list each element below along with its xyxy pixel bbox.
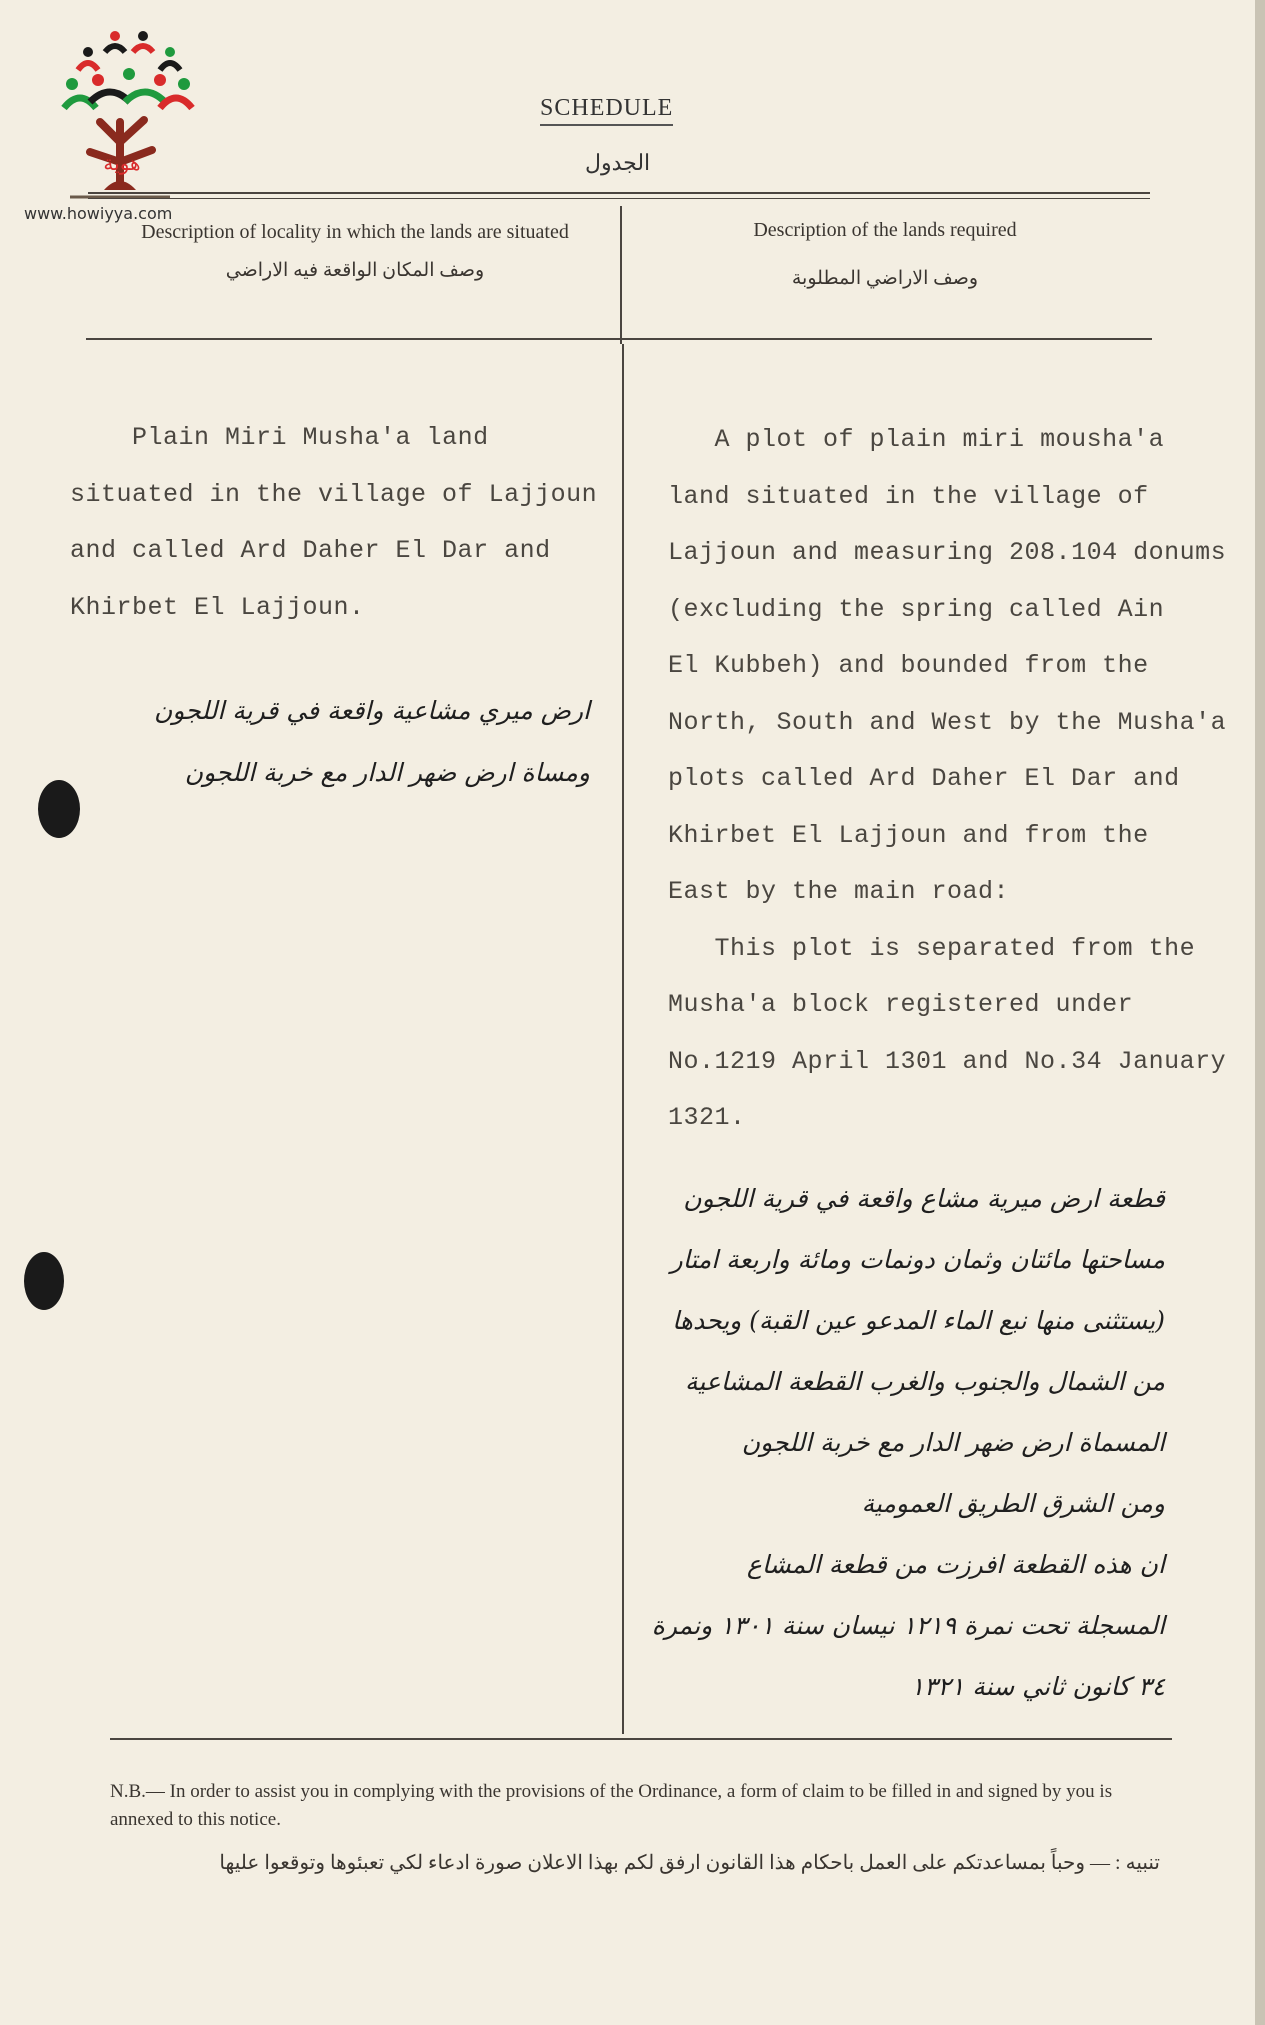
table-top-rule (88, 192, 1150, 194)
page-title-arabic: الجدول (585, 150, 651, 175)
logo-people-figures (64, 31, 192, 108)
logo-wordmark: هوية (103, 151, 141, 175)
left-column-header (130, 218, 580, 285)
left-column-header-arabic: وصف المكان الواقعة فيه الاراضي (225, 260, 485, 281)
locality-description-typed: Plain Miri Musha'a land situated in the village of Lajjoun and called Ard Daher El Dar and Khirbet El Lajjoun. (70, 423, 598, 622)
lands-description-typed: A plot of plain miri mousha'a land situated in the village of Lajjoun and measuring 208.104 donums (excluding the spring called Ain El Kubbeh) and bounded from the North, South and West by the Musha'a plots called Ard Daher El Dar and Khirbet El Lajjoun and from the East by the main road: This plot is separated from the Musha'a block registered under No.1219 April 1301 and No.34 January 1321. (668, 425, 1227, 1132)
header-divider (620, 206, 622, 344)
locality-description-handwritten: ارض ميري مشاعية واقعة في قرية اللجون ومساة ارض ضهر الدار مع خربة اللجون (154, 696, 590, 787)
left-column-header-english: Description of locality in which the lands are situated (141, 221, 569, 243)
page-title: SCHEDULE (540, 95, 673, 126)
nb-note-arabic: تنبيه : — وحباً بمساعدتكم على العمل باحكام هذا القانون ارفق لكم بهذا الاعلان صورة ادعاء لكي تعبئوها وتوقعوا عليها (219, 1852, 1160, 1874)
header-bottom-rule (86, 338, 1152, 340)
right-column-header (700, 216, 1070, 293)
table-bottom-rule (110, 1738, 1172, 1740)
punch-hole-lower (24, 1252, 64, 1310)
punch-hole-upper (38, 780, 80, 838)
lands-description-handwritten: قطعة ارض ميرية مشاع واقعة في قرية اللجون مساحتها مائتان وثمان دونمات ومائة واربعة امتار (يستثنى منها نبع الماء المدعو عين القبة) ويحدها من الشمال والجنوب والغرب القطعة المشاعية المسماة ارض ضهر الدار مع خربة اللجون ومن الشرق الطريق العمومية ان هذه القطعة افرزت من قطعة المشاع المسجلة تحت نمرة ١٢١٩ نيسان سنة ١٣٠١ ونمرة ٣٤ كانون ثاني سنة ١٣٢١ (651, 1184, 1165, 1701)
column-divider (622, 344, 624, 1734)
right-column-header-english: Description of the lands required (753, 219, 1017, 241)
logo-url: www.howiyya.com (24, 204, 173, 223)
table-top-rule-2 (88, 198, 1150, 199)
right-column-header-arabic: وصف الاراضي المطلوبة (791, 268, 979, 289)
nb-note-english: N.B.— In order to assist you in complying with the provisions of the Ordinance, a form of claim to be filled in and signed by you is annexed to this notice. (110, 1781, 1113, 1830)
